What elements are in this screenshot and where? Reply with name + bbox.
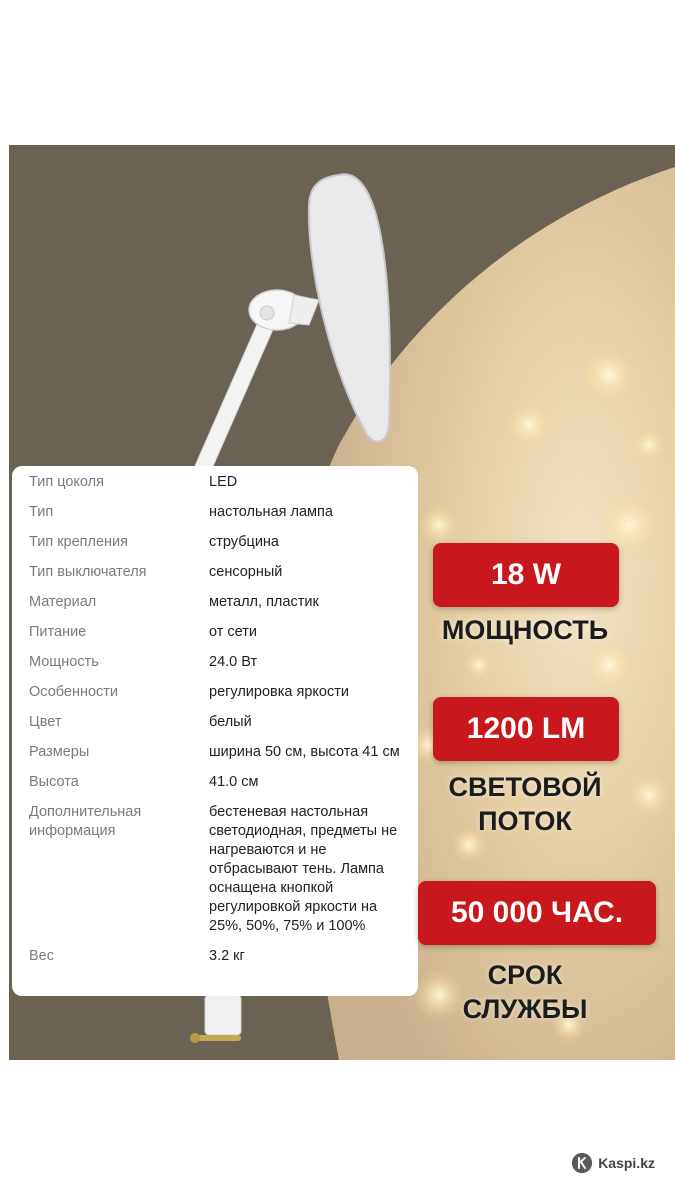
spec-value: ширина 50 см, высота 41 см <box>209 744 400 760</box>
spec-value: белый <box>209 714 252 730</box>
spec-table <box>12 466 418 996</box>
spec-row-power-source <box>12 623 418 642</box>
luminous-flux-badge: 1200 LM <box>433 697 619 761</box>
brand-name: Kaspi.kz <box>598 1155 655 1171</box>
spec-label: Вес <box>29 948 54 964</box>
spec-row-type <box>12 503 418 522</box>
spec-value: 24.0 Вт <box>209 654 258 670</box>
spec-value: металл, пластик <box>209 594 319 610</box>
spec-label: Тип <box>29 504 54 520</box>
kaspi-brand[interactable] <box>572 1153 655 1173</box>
spec-label: Материал <box>29 594 97 610</box>
spec-row-power <box>12 653 418 672</box>
spec-value: регулировка яркости <box>209 684 349 700</box>
spec-value: настольная лампа <box>209 504 333 520</box>
spec-value: от сети <box>209 624 257 640</box>
spec-row-color <box>12 713 418 732</box>
spec-row-height <box>12 773 418 792</box>
spec-label: Высота <box>29 774 79 790</box>
spec-label: Цвет <box>29 714 62 730</box>
spec-value: бестеневая настольная светодиодная, предметы не нагреваются и не отбрасывают тень. Лампа оснащена кнопкой регулировкой яркости на 25%, 50%, 75% и 100% <box>209 804 398 934</box>
spec-label: Особенности <box>29 684 119 700</box>
spec-value: 3.2 кг <box>209 948 245 964</box>
lifetime-caption: СРОК СЛУЖБЫ <box>462 960 588 1024</box>
spec-label: Мощность <box>29 654 99 670</box>
lifetime-badge: 50 000 ЧАС. <box>418 881 656 945</box>
spec-label: Размеры <box>29 744 90 760</box>
spec-row-weight <box>12 947 418 966</box>
spec-row-material <box>12 593 418 612</box>
spec-row-extra-info <box>12 803 418 936</box>
spec-row-switch-type <box>12 563 418 582</box>
spec-label: Питание <box>29 624 87 640</box>
spec-row-features <box>12 683 418 702</box>
spec-value: LED <box>209 474 238 490</box>
luminous-flux-caption: СВЕТОВОЙ ПОТОК <box>448 772 602 836</box>
spec-value: сенсорный <box>209 564 283 580</box>
spec-label: Тип крепления <box>29 534 129 550</box>
kaspi-logo-icon <box>572 1153 592 1173</box>
spec-row-base-type <box>12 473 418 492</box>
spec-label: Дополнительная информация <box>29 804 142 839</box>
power-badge: 18 W <box>433 543 619 607</box>
spec-value: струбцина <box>209 534 279 550</box>
spec-value: 41.0 см <box>209 774 259 790</box>
spec-row-mount-type <box>12 533 418 552</box>
spec-label: Тип цоколя <box>29 474 104 490</box>
power-caption: МОЩНОСТЬ <box>441 615 609 645</box>
spec-row-dimensions <box>12 743 418 762</box>
spec-label: Тип выключателя <box>29 564 147 580</box>
